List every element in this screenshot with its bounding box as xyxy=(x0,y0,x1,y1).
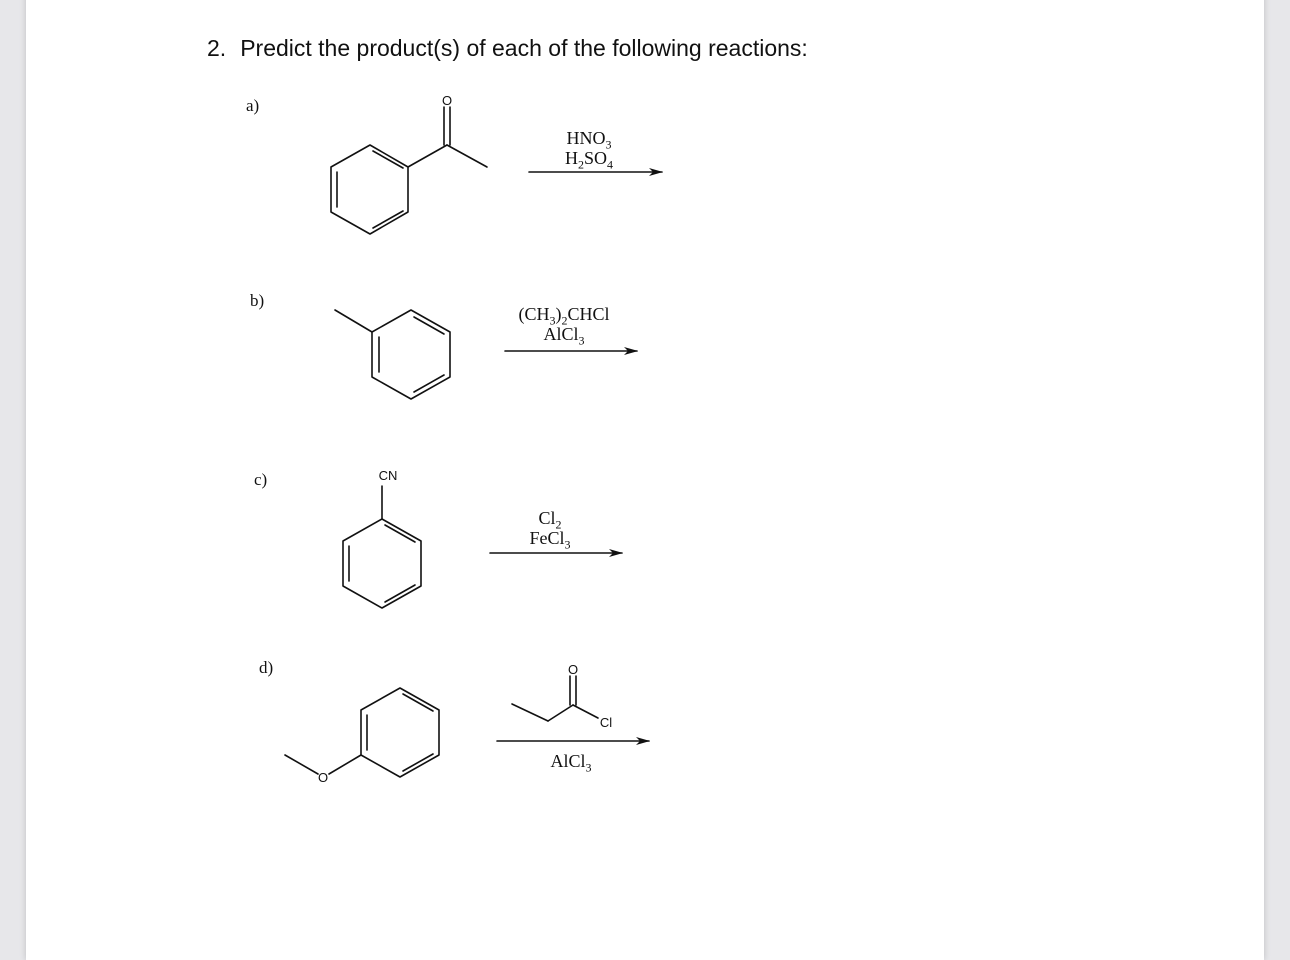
reagent-a-1: $HNO_3$ xyxy=(566,128,612,152)
benzene-ring-c xyxy=(343,519,421,608)
reaction-label-d: d) xyxy=(259,658,274,677)
anisole-structure xyxy=(285,688,439,785)
benzene-ring-a xyxy=(331,145,408,234)
oxygen-label-d2: O xyxy=(567,662,579,677)
question-number: 2. xyxy=(207,35,227,61)
toluene-structure xyxy=(335,310,450,399)
acetophenone-structure xyxy=(331,93,487,234)
oxygen-label-d: O xyxy=(317,770,329,785)
reagent-b-2: AlCl$_3$ xyxy=(543,324,585,348)
cn-label: CN xyxy=(378,468,398,483)
benzonitrile-structure xyxy=(343,468,421,608)
reaction-label-c: c) xyxy=(254,470,268,489)
reagent-d-1: AlCl$_3$ xyxy=(550,751,592,775)
reaction-label-b: b) xyxy=(250,291,265,310)
propanoyl-chloride-structure xyxy=(512,662,612,730)
reagent-a-2: $H_2SO_4$ xyxy=(564,148,613,172)
chlorine-label: Cl xyxy=(599,715,613,730)
reagent-c-1: $Cl_2$ xyxy=(538,508,562,532)
reagent-c-2: FeCl$_3$ xyxy=(529,528,571,552)
oxygen-label-a: O xyxy=(441,93,453,108)
benzene-ring-d xyxy=(361,688,439,777)
question-text: Predict the product(s) of each of the following reactions: xyxy=(240,35,808,61)
reaction-label-a: a) xyxy=(246,96,260,115)
benzene-ring-b xyxy=(372,310,450,399)
reagent-b-1: $(CH_3)_2CHCl$ xyxy=(518,304,610,328)
